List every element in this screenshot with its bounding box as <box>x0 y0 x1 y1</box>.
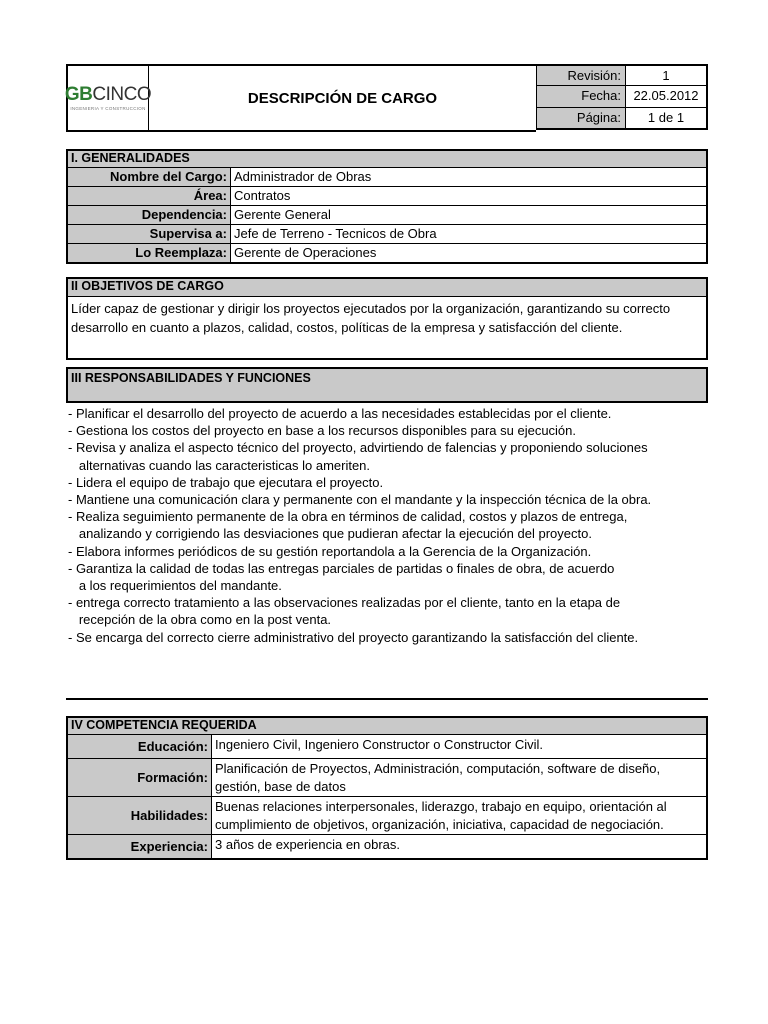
list-item: - entrega correcto tratamiento a las observaciones realizadas por el cliente, tanto en la etapa de <box>68 595 621 611</box>
field-value: Gerente General <box>231 206 706 224</box>
field-label: Experiencia: <box>68 835 212 858</box>
logo-wordmark <box>65 85 151 105</box>
meta-fecha <box>536 86 708 108</box>
section-competencia <box>66 716 708 860</box>
value-line: gestión, base de datos <box>215 779 346 794</box>
meta-value: 1 de 1 <box>626 108 708 130</box>
list-item: - Revisa y analiza el aspecto técnico del proyecto, advirtiendo de falencias y proponiendo soluciones <box>68 440 648 456</box>
meta-label: Página: <box>536 108 626 130</box>
field-value: Contratos <box>231 187 706 205</box>
section-divider <box>66 698 708 700</box>
meta-value: 1 <box>626 64 708 86</box>
table-row <box>68 243 706 262</box>
value-line: Planificación de Proyectos, Administración, computación, software de diseño, <box>215 761 661 776</box>
meta-pagina <box>536 108 708 130</box>
table-row <box>68 796 706 834</box>
section-title: II OBJETIVOS DE CARGO <box>66 277 708 297</box>
document-title: DESCRIPCIÓN DE CARGO <box>149 64 536 132</box>
field-value: Administrador de Obras <box>231 168 706 186</box>
list-item: a los requerimientos del mandante. <box>68 578 282 594</box>
text-line: desarrollo en cuanto a plazos, calidad, costos, políticas de la empresa y satisfacción del cliente. <box>71 320 623 335</box>
list-item: - Se encarga del correcto cierre administrativo del proyecto garantizando la satisfacción del cliente. <box>68 629 639 645</box>
field-label: Área: <box>68 187 231 205</box>
generalidades-table <box>66 168 708 264</box>
value-line: cumplimiento de objetivos, organización, iniciativa, capacidad de negociación. <box>215 817 664 832</box>
objetivos-text <box>66 297 708 360</box>
section-title: IV COMPETENCIA REQUERIDA <box>66 716 708 735</box>
meta-label: Fecha: <box>536 86 626 108</box>
field-value <box>212 835 706 858</box>
section-generalidades <box>66 149 708 264</box>
list-item: - Realiza seguimiento permanente de la obra en términos de calidad, costos y plazos de entrega, <box>68 509 628 525</box>
field-label: Formación: <box>68 759 212 796</box>
list-item: - Planificar el desarrollo del proyecto de acuerdo a las necesidades establecidas por el cliente. <box>68 406 612 421</box>
list-item: - Elabora informes periódicos de su gestión reportandola a la Gerencia de la Organización. <box>68 543 592 559</box>
logo-tagline: INGENIERIA Y CONSTRUCCION <box>70 106 146 111</box>
field-label: Educación: <box>68 735 212 758</box>
list-item: alternativas cuando las caracteristicas lo ameriten. <box>68 457 371 473</box>
list-item: - Gestiona los costos del proyecto en base a los recursos disponibles para su ejecución. <box>68 423 577 439</box>
table-row <box>68 205 706 224</box>
field-value: Jefe de Terreno - Tecnicos de Obra <box>231 225 706 243</box>
field-value <box>212 735 706 758</box>
responsabilidades-list <box>68 405 728 646</box>
value-line: 3 años de experiencia en obras. <box>215 837 401 852</box>
document-meta <box>536 64 708 132</box>
section-objetivos <box>66 277 708 360</box>
field-label: Dependencia: <box>68 206 231 224</box>
table-row <box>68 186 706 205</box>
value-line: Ingeniero Civil, Ingeniero Constructor o Constructor Civil. <box>215 737 544 752</box>
list-item: analizando y corrigiendo las desviaciones que pudieran afectar la ejecución del proyecto. <box>68 526 592 542</box>
field-label: Supervisa a: <box>68 225 231 243</box>
table-row <box>68 758 706 796</box>
field-value <box>212 759 706 796</box>
field-label: Lo Reemplaza: <box>68 244 231 262</box>
table-row <box>68 168 706 186</box>
meta-label: Revisión: <box>536 64 626 86</box>
table-row <box>68 224 706 243</box>
field-value <box>212 797 706 834</box>
table-row <box>68 834 706 858</box>
meta-revision <box>536 64 708 86</box>
field-label: Habilidades: <box>68 797 212 834</box>
logo-gb: GB <box>64 84 93 105</box>
text-line: Líder capaz de gestionar y dirigir los proyectos ejecutados por la organización, garantizando su correcto <box>71 301 671 316</box>
list-item: recepción de la obra como en la post venta. <box>68 612 332 628</box>
field-label: Nombre del Cargo: <box>68 168 231 186</box>
company-logo <box>64 64 152 132</box>
field-value: Gerente de Operaciones <box>231 244 706 262</box>
list-item: - Garantiza la calidad de todas las entregas parciales de partidas o finales de obra, de acuerdo <box>68 560 615 576</box>
list-item: - Mantiene una comunicación clara y permanente con el mandante y la inspección técnica de la obra. <box>68 492 652 508</box>
value-line: Buenas relaciones interpersonales, liderazgo, trabajo en equipo, orientación al <box>215 799 667 814</box>
section-title-responsabilidades: III RESPONSABILIDADES Y FUNCIONES <box>66 367 708 403</box>
table-row <box>68 735 706 758</box>
competencia-table <box>66 735 708 860</box>
section-title: I. GENERALIDADES <box>66 149 708 168</box>
logo-cinco: CINCO <box>92 84 152 105</box>
list-item: - Lidera el equipo de trabajo que ejecutara el proyecto. <box>68 474 384 490</box>
meta-value: 22.05.2012 <box>626 86 708 108</box>
